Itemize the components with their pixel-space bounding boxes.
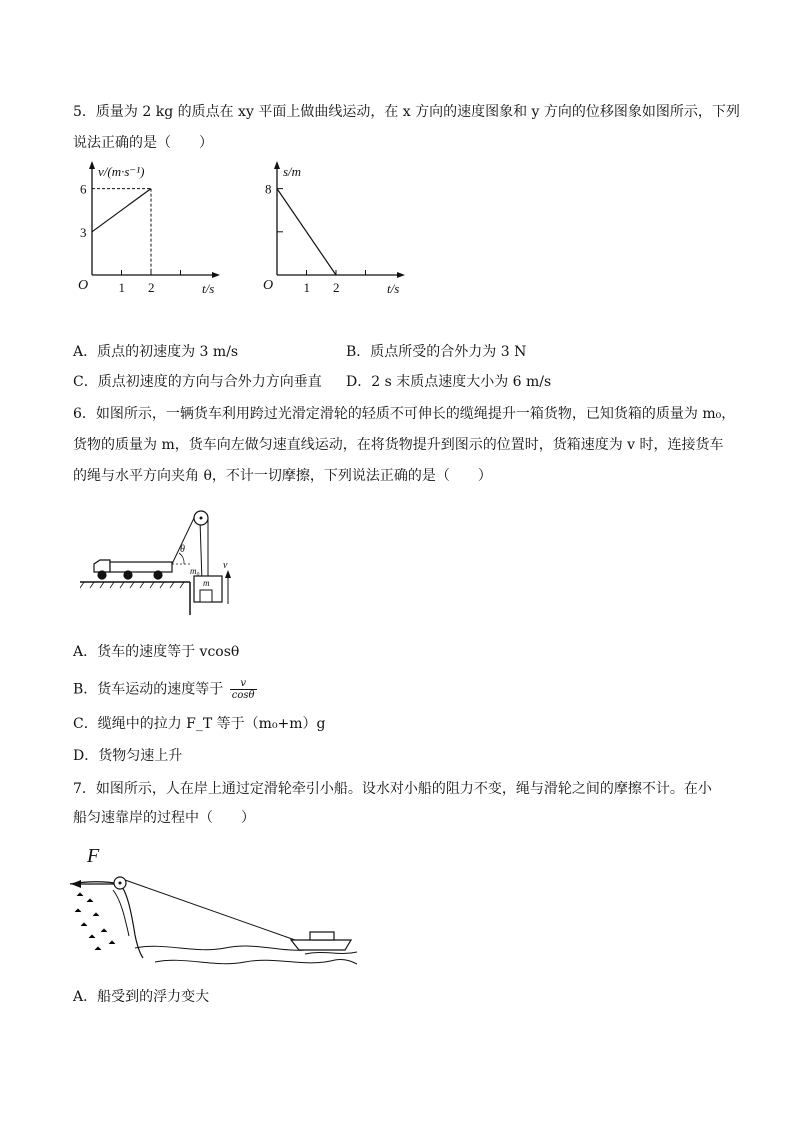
q6-option-a[interactable]: A．货车的速度等于 vcosθ — [73, 644, 240, 660]
v-label: v — [223, 560, 228, 571]
grass-marks — [75, 893, 115, 950]
x-axis-label: t/s — [387, 281, 400, 296]
y-axis-arrow — [89, 161, 95, 169]
boat — [291, 932, 351, 950]
q6-option-c[interactable]: C．缆绳中的拉力 F_T 等于（m₀+m）g — [73, 716, 326, 732]
q6-option-b-prefix: B．货车运动的速度等于 — [73, 681, 224, 698]
theta-label: θ — [180, 544, 185, 555]
origin-label: O — [78, 278, 89, 293]
x-axis-arrow — [397, 272, 405, 278]
x-tick-label: 1 — [118, 280, 125, 295]
m0-label: m₀ — [190, 566, 200, 576]
water-wave-2 — [305, 952, 357, 954]
q7-stem-line-2: 船匀速靠岸的过程中（ ） — [73, 810, 255, 826]
truck-pulley-figure — [80, 500, 250, 620]
velocity-time-graph — [70, 160, 230, 300]
cargo — [200, 590, 212, 602]
bank-outline — [70, 882, 143, 958]
force-label: F — [87, 845, 100, 867]
q5-stem-line-1: 5．质量为 2 kg 的质点在 xy 平面上做曲线运动，在 x 方向的速度图象和 y 方向的位移图象如图所示，下列 — [73, 104, 740, 120]
q6-option-d[interactable]: D．货物匀速上升 — [73, 748, 183, 764]
x-tick-label: 2 — [333, 280, 340, 295]
v-over-cos-theta: $\frac{v}{\cos\theta}$ — [231, 678, 255, 701]
y-axis-label: v/(m·s⁻¹) — [98, 164, 145, 179]
q6-stem-line-3: 的绳与水平方向夹角 θ，不计一切摩擦，下列说法正确的是（ ） — [73, 468, 492, 484]
q6-stem-line-2: 货物的质量为 m，货车向左做匀速直线运动，在将货物提升到图示的位置时，货箱速度为 v 时，连接货车 — [73, 437, 724, 453]
series-line — [92, 189, 151, 232]
origin-label: O — [263, 278, 274, 293]
y-tick-label: 6 — [80, 181, 87, 197]
x-axis-arrow — [212, 272, 220, 278]
q5-option-b[interactable]: B．质点所受的合外力为 3 N — [346, 344, 527, 360]
y-axis-arrow — [274, 161, 280, 169]
q5-option-d[interactable]: D．2 s 末质点速度大小为 6 m/s — [346, 374, 552, 390]
q5-option-a[interactable]: A．质点的初速度为 3 m/s — [73, 344, 239, 360]
x-tick-label: 1 — [303, 280, 310, 295]
x-axis-label: t/s — [202, 281, 215, 296]
boat-pulley-figure — [65, 840, 365, 975]
y-axis-label: s/m — [283, 164, 302, 179]
q5-stem-line-2: 说法正确的是（ ） — [73, 135, 213, 151]
water-wave-1 — [135, 946, 305, 950]
y-tick-label: 8 — [265, 181, 272, 197]
series-line — [277, 189, 336, 275]
q7-stem-line-1: 7．如图所示，人在岸上通过定滑轮牵引小船。设水对小船的阻力不变，绳与滑轮之间的摩擦不计。在小 — [73, 781, 712, 797]
m-label: m — [203, 578, 210, 588]
displacement-time-graph — [255, 160, 415, 300]
y-tick-label: 3 — [80, 224, 87, 240]
ground-hatch — [80, 582, 184, 588]
x-tick-label: 2 — [148, 280, 155, 295]
q6-stem-line-1: 6．如图所示，一辆货车利用跨过光滑定滑轮的轻质不可伸长的缆绳提升一箱货物，已知货箱的质量为 m₀， — [73, 406, 736, 422]
truck — [94, 560, 172, 579]
q5-option-c[interactable]: C．质点初速度的方向与合外力方向垂直 — [73, 374, 322, 390]
q6-option-b[interactable] — [73, 678, 257, 701]
q7-option-a[interactable]: A．船受到的浮力变大 — [73, 989, 210, 1005]
water-wave-3 — [155, 959, 357, 964]
rope — [125, 880, 295, 940]
pulley-support — [200, 520, 202, 582]
